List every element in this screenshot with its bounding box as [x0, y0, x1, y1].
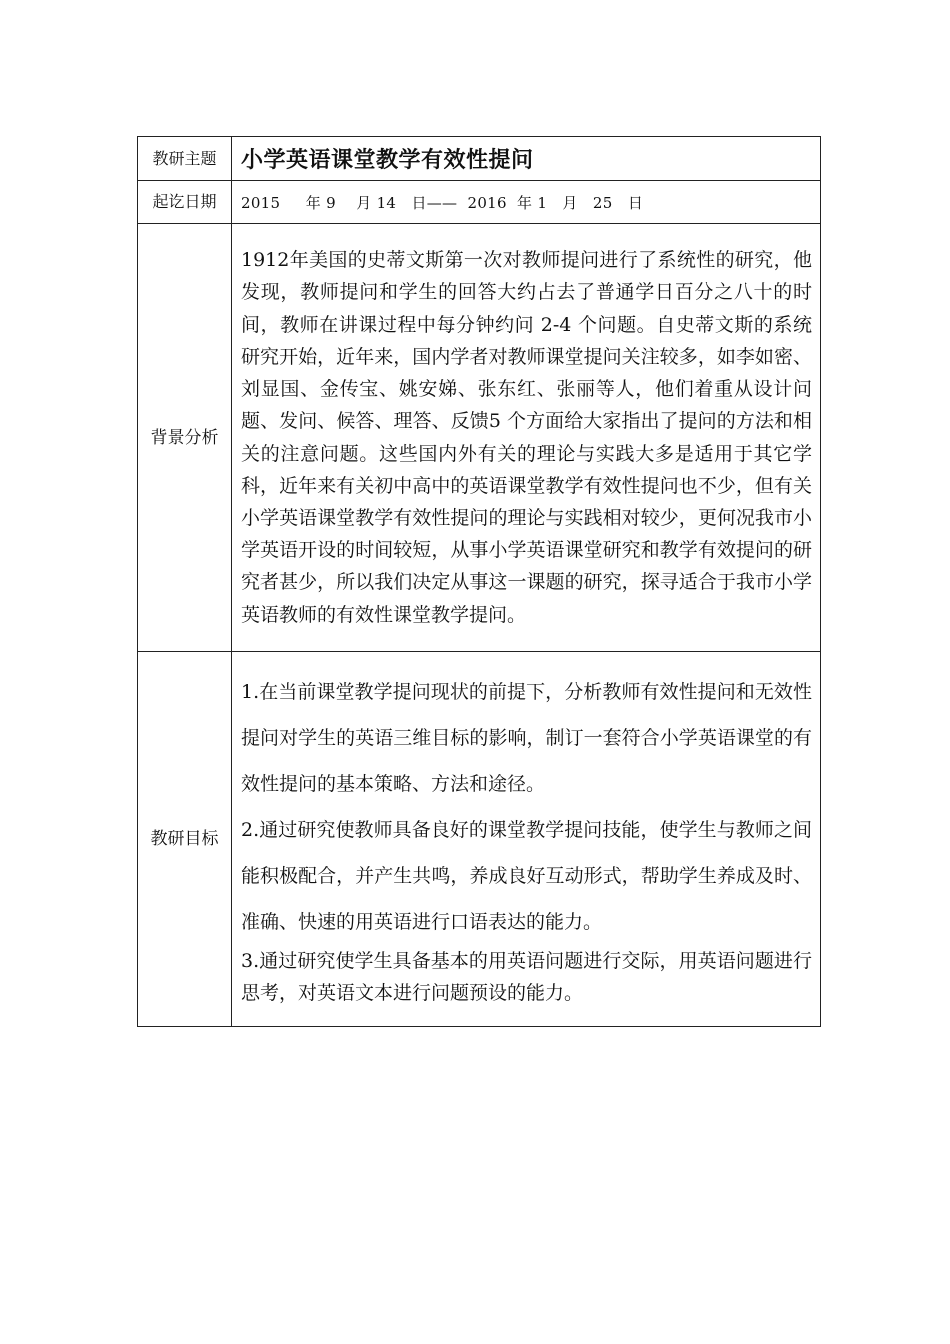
background-content-cell: [232, 224, 821, 652]
goal-item-2: 2.通过研究使教师具备良好的课堂教学提问技能，使学生与教师之间能积极配合，并产生共鸣，养成良好互动形式，帮助学生养成及时、准确、快速的用英语进行口语表达的能力。: [241, 819, 812, 933]
background-label: 背景分析: [150, 427, 219, 448]
dates-row: [138, 181, 821, 224]
dates-value-cell: [232, 181, 821, 224]
topic-label-cell: [138, 137, 232, 181]
background-label-cell: [138, 224, 232, 652]
topic-label: 教研主题: [152, 148, 217, 168]
goal-item-1: 1.在当前课堂教学提问现状的前提下，分析教师有效性提问和无效性提问对学生的英语三维目标的影响，制订一套符合小学英语课堂的有效性提问的基本策略、方法和途径。: [241, 681, 812, 795]
goals-row: [138, 652, 821, 1027]
date-range: 2015 年 9 月 14 日—— 2016 年 1 月 25 日: [241, 193, 644, 212]
goals-label-cell: [138, 652, 232, 1027]
research-form-table: [137, 136, 821, 1027]
goals-content-cell: [232, 652, 821, 1027]
background-paragraph: 1912年美国的史蒂文斯第一次对教师提问进行了系统性的研究，他发现，教师提问和学生的回答大约占去了普通学日百分之八十的时间，教师在讲课过程中每分钟约问 2-4 个问题。自史蒂文斯的系统研究开始，近年来，国内学者对教师课堂提问关注较多，如李如密、刘显国、金传宝、姚安娣、张东红、张丽等人，他们着重从设计问题、发问、候答、理答、反馈5 个方面给大家指出了提问的方法和相关的注意问题。这些国内外有关的理论与实践大多是适用于其它学科，近年来有关初中高中的英语课堂教学有效性提问也不少，但有关小学英语课堂教学有效性提问的理论与实践相对较少，更何况我市小学英语开设的时间较短，从事小学英语课堂研究和教学有效提问的研究者甚少，所以我们决定从事这一课题的研究，探寻适合于我市小学英语教师的有效性课堂教学提问。: [241, 249, 812, 626]
topic-title: 小学英语课堂教学有效性提问: [241, 147, 534, 173]
dates-label-cell: [138, 181, 232, 224]
goals-label: 教研目标: [150, 829, 219, 849]
topic-value-cell: [232, 137, 821, 181]
goal-item-3: 3.通过研究使学生具备基本的用英语问题进行交际，用英语问题进行思考，对英语文本进行问题预设的能力。: [241, 950, 812, 1004]
dates-label: 起讫日期: [152, 192, 217, 211]
background-row: [138, 224, 821, 652]
topic-row: [138, 137, 821, 181]
